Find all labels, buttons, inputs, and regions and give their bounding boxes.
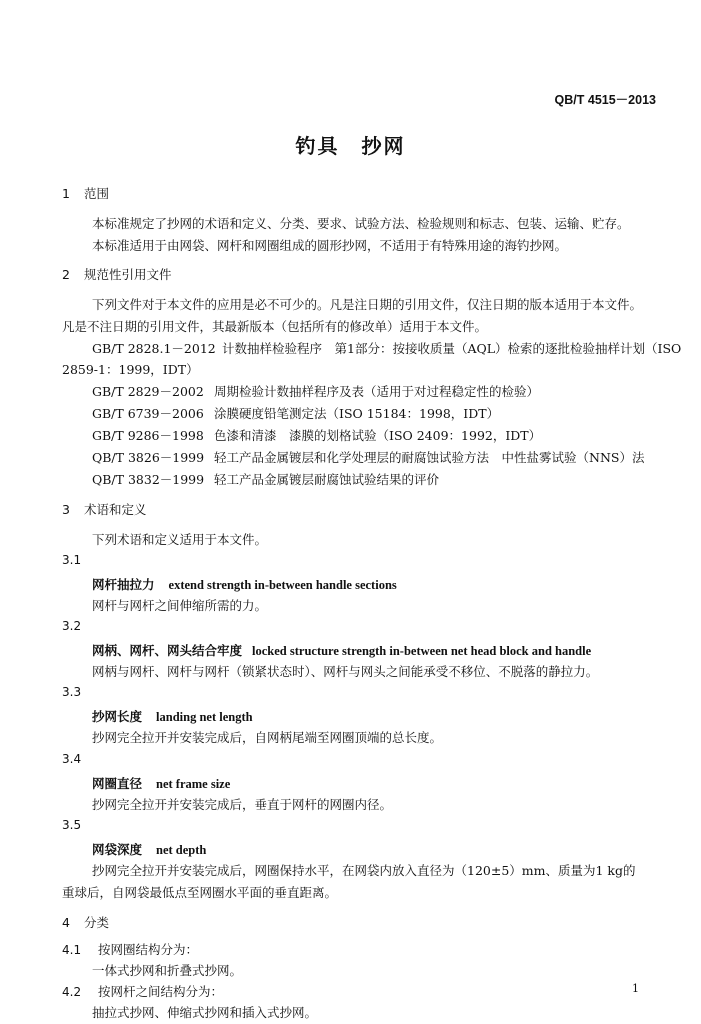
- section-title: 术语和定义: [84, 502, 147, 517]
- term-heading: [92, 707, 253, 725]
- reference-item: [92, 382, 539, 400]
- section-4-heading: [62, 913, 109, 931]
- clause-item: [62, 940, 198, 958]
- term-english: net frame size: [156, 777, 231, 791]
- term-heading: [92, 575, 397, 593]
- term-number: 3.3: [62, 685, 82, 699]
- reference-item: [92, 426, 541, 444]
- section-number: 3: [62, 502, 70, 517]
- paragraph: 本标准规定了抄网的术语和定义、分类、要求、试验方法、检验规则和标志、包装、运输、贮存。: [92, 216, 630, 231]
- paragraph: 下列术语和定义适用于本文件。: [92, 532, 268, 547]
- section-3-heading: [62, 500, 147, 518]
- term-chinese: 网杆抽拉力: [92, 577, 155, 592]
- document-title: 钓具 抄网: [295, 134, 406, 158]
- term-number: 3.5: [62, 818, 82, 832]
- reference-code: GB/T 2828.1－2012: [92, 341, 216, 356]
- term-english: extend strength in-between handle sections: [168, 578, 397, 592]
- term-chinese: 网袋深度: [92, 842, 143, 857]
- section-number: 2: [62, 267, 70, 282]
- standard-code: QB/T 4515－2013: [554, 93, 656, 107]
- reference-title: 周期检验计数抽样程序及表（适用于对过程稳定性的检验）: [214, 384, 540, 399]
- reference-item: [92, 448, 644, 466]
- reference-code: QB/T 3832－1999: [92, 472, 205, 487]
- term-heading: [92, 641, 591, 659]
- clause-number: 4.1: [62, 943, 82, 957]
- section-title: 规范性引用文件: [84, 267, 172, 282]
- term-definition: 网柄与网杆、网杆与网杆（锁紧状态时）、网杆与网头之间能承受不移位、不脱落的静拉力。: [92, 664, 599, 679]
- reference-item: [92, 470, 439, 488]
- clause-subtext: 一体式抄网和折叠式抄网。: [92, 963, 243, 978]
- clause-item: [62, 982, 223, 1000]
- term-heading: [92, 840, 206, 858]
- reference-item: [92, 404, 499, 422]
- clause-subtext: 抽拉式抄网、伸缩式抄网和插入式抄网。: [92, 1005, 318, 1020]
- page-number: 1: [632, 982, 639, 995]
- paragraph: 本标准适用于由网袋、网杆和网圈组成的圆形抄网，不适用于有特殊用途的海钓抄网。: [92, 238, 568, 253]
- clause-text: 按网圈结构分为：: [98, 942, 199, 957]
- paragraph: 凡是不注日期的引用文件，其最新版本（包括所有的修改单）适用于本文件。: [62, 319, 488, 334]
- term-definition: 抄网完全拉开并安装完成后，自网柄尾端至网圈顶端的总长度。: [92, 730, 443, 745]
- reference-item: [62, 360, 199, 378]
- reference-item: [92, 339, 681, 357]
- section-title: 分类: [84, 915, 110, 930]
- reference-title: 计数抽样检验程序 第1部分：按接收质量（AQL）检索的逐批检验抽样计划（ISO: [222, 341, 682, 356]
- reference-code: GB/T 2829－2002: [92, 384, 204, 399]
- reference-code: GB/T 9286－1998: [92, 428, 204, 443]
- reference-title: 轻工产品金属镀层耐腐蚀试验结果的评价: [214, 472, 440, 487]
- term-definition: 重球后，自网袋最低点至网圈水平面的垂直距离。: [62, 885, 338, 900]
- term-number: 3.4: [62, 752, 82, 766]
- paragraph: 下列文件对于本文件的应用是必不可少的。凡是注日期的引用文件，仅注日期的版本适用于本文件。: [92, 297, 643, 312]
- term-definition: 网杆与网杆之间伸缩所需的力。: [92, 598, 268, 613]
- reference-title: 色漆和清漆 漆膜的划格试验（ISO 2409：1992，IDT）: [214, 428, 542, 443]
- term-chinese: 网柄、网杆、网头结合牢度: [92, 643, 243, 658]
- section-2-heading: [62, 265, 172, 283]
- section-number: 4: [62, 915, 70, 930]
- term-english: landing net length: [156, 710, 253, 724]
- clause-number: 4.2: [62, 985, 82, 999]
- term-number: 3.2: [62, 619, 82, 633]
- reference-code: GB/T 6739－2006: [92, 406, 204, 421]
- reference-code: QB/T 3826－1999: [92, 450, 205, 465]
- reference-title: 涂膜硬度铅笔测定法（ISO 15184：1998，IDT）: [214, 406, 500, 421]
- term-definition: 抄网完全拉开并安装完成后，垂直于网杆的网圈内径。: [92, 797, 393, 812]
- term-definition: 抄网完全拉开并安装完成后，网圈保持水平，在网袋内放入直径为（120±5）mm、质量为1 kg的: [92, 863, 636, 878]
- clause-text: 按网杆之间结构分为：: [98, 984, 224, 999]
- term-chinese: 抄网长度: [92, 709, 143, 724]
- term-chinese: 网圈直径: [92, 776, 143, 791]
- section-1-heading: [62, 184, 109, 202]
- term-heading: [92, 774, 230, 792]
- reference-title: 2859-1：1999，IDT）: [62, 362, 199, 377]
- section-number: 1: [62, 186, 70, 201]
- term-english: locked structure strength in-between net head block and handle: [252, 644, 592, 658]
- term-number: 3.1: [62, 553, 82, 567]
- reference-title: 轻工产品金属镀层和化学处理层的耐腐蚀试验方法 中性盐雾试验（NNS）法: [214, 450, 645, 465]
- term-english: net depth: [156, 843, 207, 857]
- section-title: 范围: [84, 186, 110, 201]
